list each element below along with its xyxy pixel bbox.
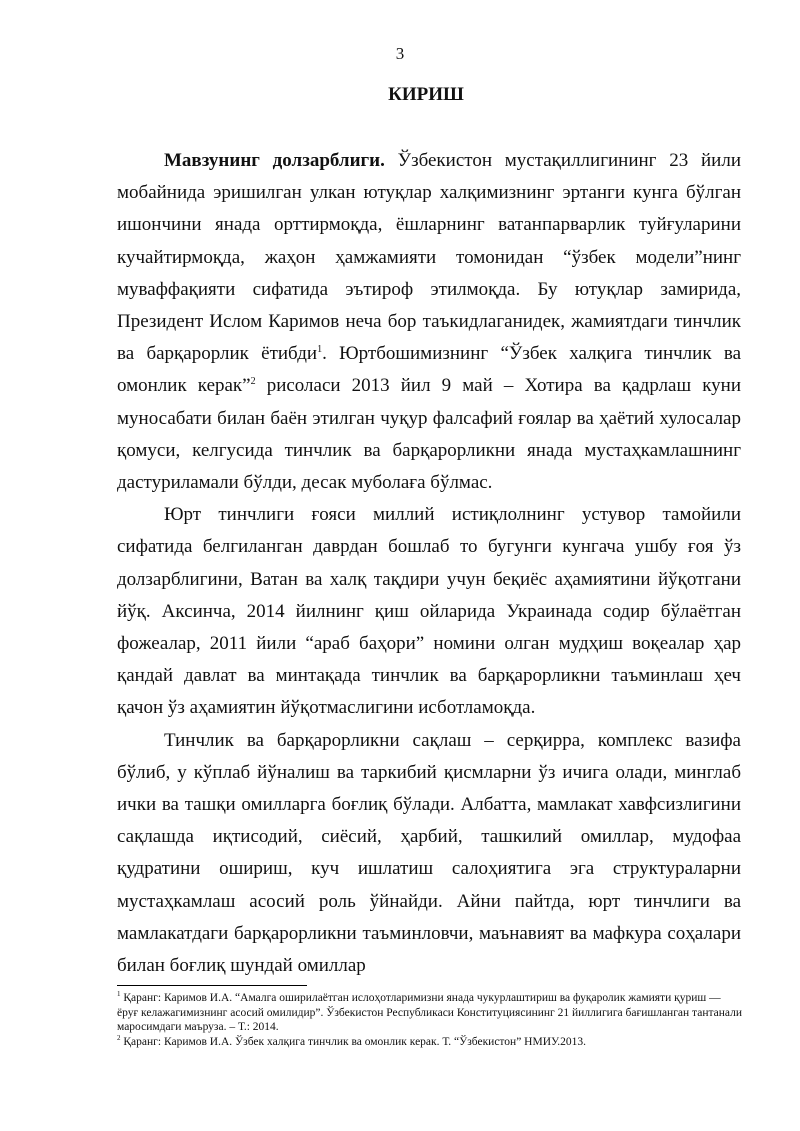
- footnote-1: [117, 991, 743, 1035]
- footnote-ref-1: 1: [317, 344, 323, 356]
- section-lead: Мавзунинг долзарблиги.: [164, 150, 385, 171]
- footnote-text: Қаранг: Каримов И.А. Ўзбек халқига тинчлик ва омонлик керак. Т. “Ўзбекистон” НМИУ.2013.: [120, 1035, 587, 1048]
- page-number: 3: [395, 44, 405, 63]
- main-text: [117, 145, 741, 982]
- paragraph-text: рисоласи 2013 йил 9 май – Хотира ва қадрлаш куни муносабати билан баён этилган чуқур фалсафий ғоялар ва ҳаётий хулосалар қомуси, келгусида тинчлик ва барқарорликни янада мустаҳкамлашнинг дастуриламали бўлди, десак муболаға бўлмас.: [117, 375, 742, 494]
- paragraph-text: Ўзбекистон мустақиллигининг 23 йили мобайнида эришилган улкан ютуқлар халқимизнинг эртанги кунга бўлган ишончини янада орттирмоқда, ёшларнинг ватанпарварлик туйғуларини кучайтирмоқда, жаҳон ҳамжамияти томонидан “ўзбек модели”нинг муваффақияти сифатида эътироф этилмоқда. Бу ютуқлар замирида, Президент Ислом Каримов неча бор таъкидлаганидек, жамиятдаги тинчлик ва барқарорлик ётибди: [117, 150, 741, 365]
- footnote-divider: [117, 985, 307, 986]
- footnote-mark: 2: [117, 1033, 121, 1042]
- paragraph-peace-idea: Юрт тинчлиги ғояси миллий истиқлолнинг устувор тамойили сифатида белгиланган даврдан бошлаб то бугунги кунгача ушбу ғоя ўз долзарблигини, Ватан ва халқ тақдири учун беқиёс аҳамиятини йўқотгани йўқ. Аксинча, 2014 йилнинг қиш ойларида Украинада содир бўлаётган фожеалар, 2011 йили “араб баҳори” номини олган мудҳиш воқеалар ҳар қандай давлат ва минтақада тинчлик ва барқарорликни таъминлаш ҳеч қачон ўз аҳамиятин йўқотмаслигини исботламоқда.: [117, 504, 741, 719]
- page-title: КИРИШ: [388, 84, 464, 105]
- paragraph-text: . Юртбошимизнинг “Ўзбек халқига тинчлик ва омонлик керак”: [117, 343, 741, 397]
- footnote-2: [117, 1035, 743, 1050]
- paragraph-relevance: [117, 145, 741, 499]
- footnotes: [117, 991, 743, 1049]
- paragraph-stability: Тинчлик ва барқарорликни сақлаш – серқирра, комплекс вазифа бўлиб, у кўплаб йўналиш ва таркибий қисмларни ўз ичига олади, минглаб ички ва ташқи омилларга боғлиқ бўлади. Албатта, мамлакат хавфсизлигини сақлашда иқтисодий, сиёсий, ҳарбий, ташкилий омиллар, мудофаа қудратини ошириш, куч ишлатиш салоҳиятига эга структураларни мустаҳкамлаш асосий роль ўйнайди. Айни пайтда, юрт тинчлиги ва мамлакатдаги барқарорликни таъминловчи, маънавият ва мафкура соҳалари билан боғлиқ шундай омиллар: [117, 729, 741, 977]
- footnote-mark: 1: [117, 990, 121, 998]
- footnote-text: Қаранг: Каримов И.А. “Амалга оширилаётган ислоҳотларимизни янада чукурлаштириш ва фуқаролик жамияти қуриш — ёруғ келажагимизнинг асосий омилидир”. Ўзбекистон Республикаси Конституциясининг 21 йиллигига бағишланган тантанали маросимдаги маъруза. – Т.: 2014.: [117, 992, 743, 1033]
- footnote-ref-2: 2: [250, 376, 256, 388]
